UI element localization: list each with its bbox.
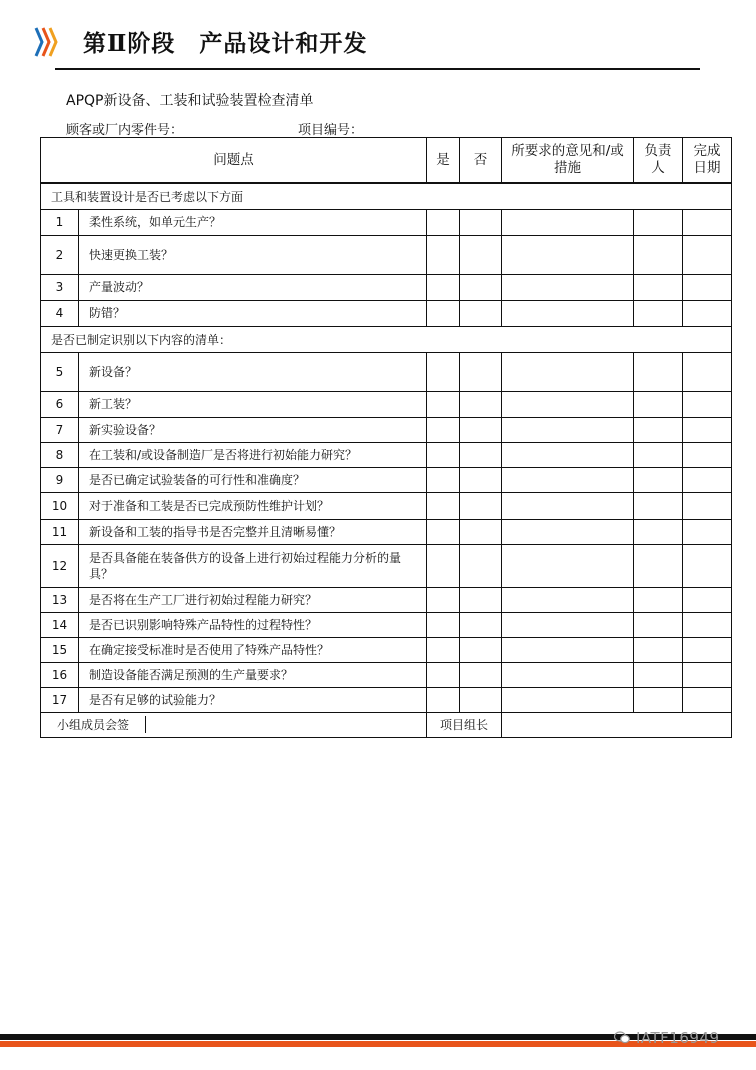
comments-cell[interactable] [502,492,634,519]
project-leader-label: 项目组长 [427,712,502,737]
table-row [41,492,732,519]
brand-chevrons-logo [34,26,58,58]
table-row [41,519,732,544]
responsible-cell[interactable] [634,352,683,391]
no-cell[interactable] [460,467,502,492]
responsible-cell[interactable] [634,544,683,587]
due-date-cell[interactable] [683,442,732,467]
table-row [41,467,732,492]
responsible-cell[interactable] [634,235,683,274]
row-number: 15 [41,637,79,662]
row-number: 3 [41,274,79,300]
table-row [41,274,732,300]
due-date-cell[interactable] [683,587,732,612]
responsible-cell[interactable] [634,587,683,612]
section-header-row [41,183,732,209]
no-cell[interactable] [460,235,502,274]
comments-cell[interactable] [502,417,634,442]
question-text: 新设备和工装的指导书是否完整并且清晰易懂？ [79,519,427,544]
table-row [41,442,732,467]
yes-cell[interactable] [427,300,460,326]
yes-cell[interactable] [427,442,460,467]
row-number: 2 [41,235,79,274]
row-number: 7 [41,417,79,442]
question-text: 快速更换工装？ [79,235,427,274]
table-row [41,300,732,326]
yes-cell[interactable] [427,391,460,417]
row-number: 9 [41,467,79,492]
question-text: 对于准备和工装是否已完成预防性维护计划？ [79,492,427,519]
comments-cell[interactable] [502,352,634,391]
question-text: 是否已识别影响特殊产品特性的过程特性？ [79,612,427,637]
due-date-cell[interactable] [683,391,732,417]
due-date-cell[interactable] [683,687,732,712]
responsible-cell[interactable] [634,612,683,637]
table-row [41,687,732,712]
section-title-lists: 是否已制定识别以下内容的清单： [41,326,732,352]
row-number: 8 [41,442,79,467]
due-date-cell[interactable] [683,274,732,300]
col-header-due-date: 完成日期 [683,138,732,184]
checklist-title: APQP新设备、工装和试验装置检查清单 [66,93,314,109]
question-text: 新设备？ [79,352,427,391]
due-date-cell[interactable] [683,492,732,519]
yes-cell[interactable] [427,637,460,662]
col-header-comments: 所要求的意见和/或措施 [502,138,634,184]
yes-cell[interactable] [427,587,460,612]
responsible-cell[interactable] [634,209,683,235]
table-row [41,209,732,235]
comments-cell[interactable] [502,391,634,417]
table-row [41,612,732,637]
team-signature-cell [41,712,427,737]
row-number: 5 [41,352,79,391]
table-row [41,352,732,391]
team-sign-label: 小组成员会签 [41,716,146,733]
question-text: 是否有足够的试验能力？ [79,687,427,712]
row-number: 12 [41,544,79,587]
watermark-text: IATF16949 [636,1029,720,1047]
project-leader-field[interactable] [502,712,732,737]
no-cell[interactable] [460,544,502,587]
question-text: 新工装？ [79,391,427,417]
yes-cell[interactable] [427,417,460,442]
due-date-cell[interactable] [683,467,732,492]
due-date-cell[interactable] [683,544,732,587]
no-cell[interactable] [460,300,502,326]
no-cell[interactable] [460,417,502,442]
question-text: 防错？ [79,300,427,326]
yes-cell[interactable] [427,662,460,687]
watermark [614,1029,720,1047]
row-number: 10 [41,492,79,519]
row-number: 13 [41,587,79,612]
header-divider [55,68,700,70]
yes-cell[interactable] [427,209,460,235]
row-number: 6 [41,391,79,417]
comments-cell[interactable] [502,662,634,687]
comments-cell[interactable] [502,612,634,637]
yes-cell[interactable] [427,687,460,712]
yes-cell[interactable] [427,467,460,492]
row-number: 1 [41,209,79,235]
no-cell[interactable] [460,687,502,712]
yes-cell[interactable] [427,544,460,587]
comments-cell[interactable] [502,687,634,712]
yes-cell[interactable] [427,274,460,300]
row-number: 14 [41,612,79,637]
row-number: 17 [41,687,79,712]
question-text: 产量波动？ [79,274,427,300]
col-header-responsible: 负责人 [634,138,683,184]
yes-cell[interactable] [427,235,460,274]
row-number: 4 [41,300,79,326]
team-sign-field[interactable] [146,716,426,733]
comments-cell[interactable] [502,467,634,492]
comments-cell[interactable] [502,209,634,235]
due-date-cell[interactable] [683,235,732,274]
due-date-cell[interactable] [683,352,732,391]
table-row [41,544,732,587]
signature-row [41,712,732,737]
table-row [41,391,732,417]
responsible-cell[interactable] [634,274,683,300]
table-row [41,587,732,612]
wechat-icon [614,1031,630,1044]
no-cell[interactable] [460,662,502,687]
col-header-no: 否 [460,138,502,184]
no-cell[interactable] [460,391,502,417]
responsible-cell[interactable] [634,687,683,712]
question-text: 是否已确定试验装备的可行性和准确度？ [79,467,427,492]
due-date-cell[interactable] [683,612,732,637]
section-header-row [41,326,732,352]
comments-cell[interactable] [502,587,634,612]
row-number: 16 [41,662,79,687]
due-date-cell[interactable] [683,662,732,687]
no-cell[interactable] [460,637,502,662]
no-cell[interactable] [460,209,502,235]
no-cell[interactable] [460,274,502,300]
table-row [41,235,732,274]
col-header-yes: 是 [427,138,460,184]
no-cell[interactable] [460,612,502,637]
question-text: 在工装和/或设备制造厂是否将进行初始能力研究？ [79,442,427,467]
question-text: 是否将在生产工厂进行初始过程能力研究？ [79,587,427,612]
yes-cell[interactable] [427,519,460,544]
comments-cell[interactable] [502,235,634,274]
responsible-cell[interactable] [634,467,683,492]
due-date-cell[interactable] [683,209,732,235]
section-title-tooling: 工具和装置设计是否已考虑以下方面 [41,183,732,209]
no-cell[interactable] [460,519,502,544]
comments-cell[interactable] [502,637,634,662]
comments-cell[interactable] [502,300,634,326]
responsible-cell[interactable] [634,662,683,687]
question-text: 新实验设备？ [79,417,427,442]
yes-cell[interactable] [427,352,460,391]
responsible-cell[interactable] [634,300,683,326]
table-row [41,637,732,662]
no-cell[interactable] [460,492,502,519]
row-number: 11 [41,519,79,544]
responsible-cell[interactable] [634,637,683,662]
responsible-cell[interactable] [634,417,683,442]
comments-cell[interactable] [502,442,634,467]
due-date-cell[interactable] [683,417,732,442]
due-date-cell[interactable] [683,300,732,326]
question-text: 在确定接受标准时是否使用了特殊产品特性？ [79,637,427,662]
comments-cell[interactable] [502,544,634,587]
comments-cell[interactable] [502,519,634,544]
header-row [41,138,732,184]
question-text: 是否具备能在装备供方的设备上进行初始过程能力分析的量具？ [79,544,427,587]
no-cell[interactable] [460,352,502,391]
yes-cell[interactable] [427,492,460,519]
yes-cell[interactable] [427,612,460,637]
no-cell[interactable] [460,587,502,612]
page-header-title: 第Ⅱ阶段 产品设计和开发 [83,30,368,57]
col-header-question: 问题点 [41,138,427,184]
question-text: 柔性系统，如单元生产？ [79,209,427,235]
customer-part-number-label: 顾客或厂内零件号： [66,123,184,138]
responsible-cell[interactable] [634,442,683,467]
no-cell[interactable] [460,442,502,467]
project-number-label: 项目编号： [298,123,364,138]
checklist-table [40,137,732,738]
due-date-cell[interactable] [683,519,732,544]
table-row [41,662,732,687]
responsible-cell[interactable] [634,519,683,544]
question-text: 制造设备能否满足预测的生产量要求？ [79,662,427,687]
comments-cell[interactable] [502,274,634,300]
due-date-cell[interactable] [683,637,732,662]
responsible-cell[interactable] [634,391,683,417]
table-row [41,417,732,442]
responsible-cell[interactable] [634,492,683,519]
